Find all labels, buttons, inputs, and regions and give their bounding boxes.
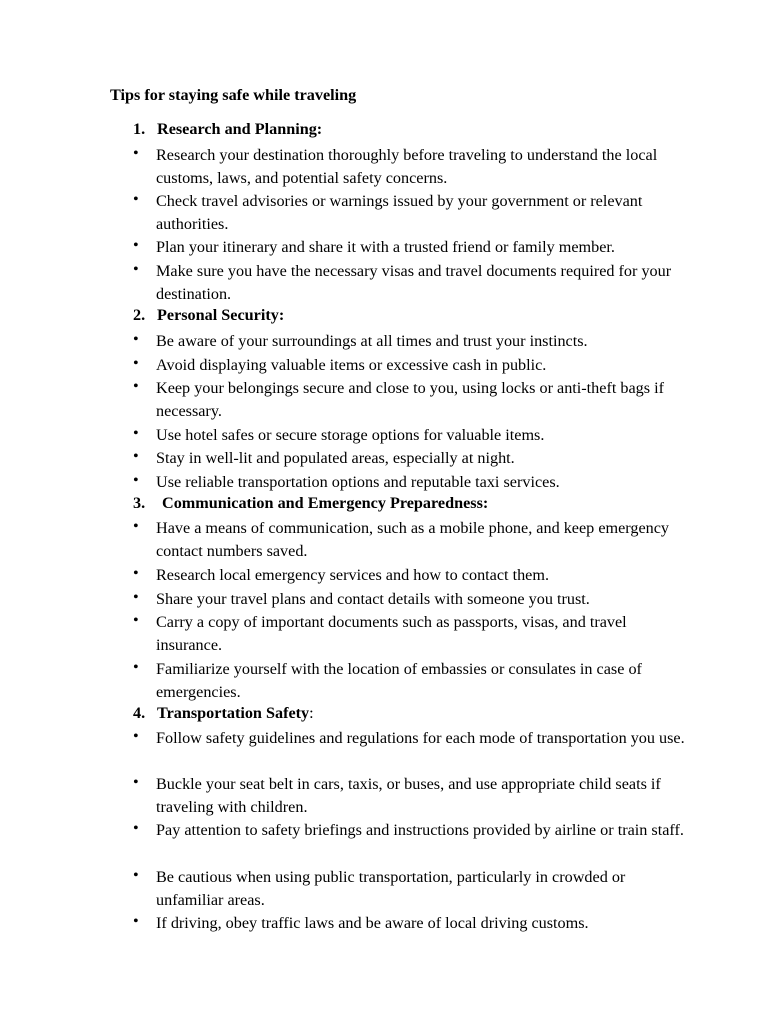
- list-item-text: Use hotel safes or secure storage options for valuable items.: [156, 426, 545, 444]
- bullet-icon: •: [133, 588, 139, 606]
- list-item-text: Follow safety guidelines and regulations for each mode of transportation you use.: [156, 729, 685, 747]
- bullet-icon: •: [133, 330, 139, 348]
- list-item-text: Use reliable transportation options and reputable taxi services.: [156, 473, 560, 491]
- bullet-icon: •: [133, 727, 139, 745]
- document-title: Tips for staying safe while traveling: [110, 86, 357, 104]
- bullet-icon: •: [133, 819, 139, 837]
- list-item-text: Keep your belongings secure and close to you, using locks or anti-theft bags if necessary.: [156, 379, 664, 420]
- section-number: 2.: [133, 306, 146, 324]
- list-item-text: Research local emergency services and how to contact them.: [156, 566, 549, 584]
- bullet-icon: •: [133, 517, 139, 535]
- list-item-text: Check travel advisories or warnings issued by your government or relevant authorities.: [156, 192, 643, 233]
- section-title-suffix: :: [309, 704, 314, 722]
- section-title: Communication and Emergency Preparedness:: [162, 494, 489, 512]
- list-item-text: Familiarize yourself with the location of embassies or consulates in case of emergencies.: [156, 660, 642, 701]
- list-item-text: Buckle your seat belt in cars, taxis, or buses, and use appropriate child seats if traveling with children.: [156, 775, 661, 816]
- list-item-text: Pay attention to safety briefings and instructions provided by airline or train staff.: [156, 821, 684, 839]
- section-number: 1.: [133, 120, 146, 138]
- bullet-icon: •: [133, 424, 139, 442]
- list-item-text: Carry a copy of important documents such as passports, visas, and travel insurance.: [156, 613, 627, 654]
- list-item-text: Have a means of communication, such as a mobile phone, and keep emergency contact numbers saved.: [156, 519, 670, 560]
- list-item-text: Avoid displaying valuable items or excessive cash in public.: [156, 356, 547, 374]
- bullet-icon: •: [133, 377, 139, 395]
- section-title: Transportation Safety: [157, 704, 310, 722]
- section-title: Research and Planning:: [157, 120, 323, 138]
- list-item-text: Be cautious when using public transportation, particularly in crowded or unfamiliar areas.: [156, 868, 626, 909]
- list-item-text: Research your destination thoroughly before traveling to understand the local customs, laws, and potential safety concerns.: [156, 146, 658, 187]
- bullet-icon: •: [133, 236, 139, 254]
- bullet-icon: •: [133, 658, 139, 676]
- section-heading-1: [133, 120, 322, 139]
- section-title: Personal Security:: [157, 306, 285, 324]
- bullet-icon: •: [133, 447, 139, 465]
- section-number: 3.: [133, 494, 146, 512]
- list-item-text: Be aware of your surroundings at all times and trust your instincts.: [156, 332, 588, 350]
- section-number: 4.: [133, 704, 146, 722]
- bullet-icon: •: [133, 190, 139, 208]
- bullet-icon: •: [133, 564, 139, 582]
- section-heading-4: [133, 704, 314, 723]
- bullet-icon: •: [133, 611, 139, 629]
- list-item-text: Share your travel plans and contact details with someone you trust.: [156, 590, 590, 608]
- bullet-icon: •: [133, 144, 139, 162]
- bullet-icon: •: [133, 866, 139, 884]
- section-heading-3: [133, 494, 488, 513]
- list-item-text: Plan your itinerary and share it with a trusted friend or family member.: [156, 238, 615, 256]
- bullet-icon: •: [133, 354, 139, 372]
- section-heading-2: [133, 306, 284, 325]
- list-item-text: Stay in well-lit and populated areas, especially at night.: [156, 449, 515, 467]
- bullet-icon: •: [133, 912, 139, 930]
- list-item-text: If driving, obey traffic laws and be aware of local driving customs.: [156, 914, 589, 932]
- bullet-icon: •: [133, 471, 139, 489]
- bullet-icon: •: [133, 260, 139, 278]
- bullet-icon: •: [133, 773, 139, 791]
- list-item-text: Make sure you have the necessary visas and travel documents required for your destination.: [156, 262, 672, 303]
